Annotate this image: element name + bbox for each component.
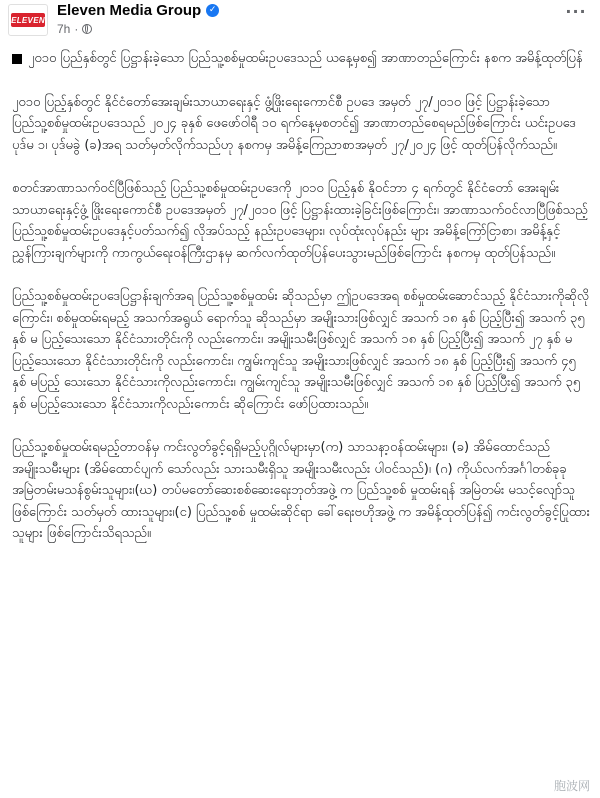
page-avatar[interactable] xyxy=(8,4,48,36)
eleven-logo: ELEVEN xyxy=(11,13,45,27)
watermark: 胞波网 xyxy=(553,779,590,793)
post-paragraph-2: စတင်အာဏာသက်ဝင်ပြီဖြစ်သည့် ပြည်သူ့စစ်မှုထမ်းဥပဒေကို ၂၀၁၀ ပြည့်နှစ် နိုဝင်ဘာ ၄ ရက်တွင် နိုင်ငံတော် အေးချမ်းသာယာရေးနှင့်ဖွံ့ ဖြိုးရေးကောင်စီ ဥပဒေအမှတ် ၂၇/၂၀၁၀ ဖြင့် ပြဋ္ဌာန်းထားခဲ့ခြင်းဖြစ်ကြောင်း၊ အာဏာသက်ဝင်လာပြီဖြစ်သည့် ပြည်သူ့စစ်မှုထမ်းဥပဒေနှင့်ပတ်သက်၍ လိုအပ်သည့် နည်းဥပဒေများ၊ လုပ်ထုံးလုပ်နည်း များ အမိန့်ကြော်ငြာစာ၊ အမိန့်နှင့် ညွှန်ကြားချက်များကို ကာကွယ်ရေးဝန်ကြီးဌာနမှ ဆက်လက်ထုတ်ပြန်ပေးသွားမည်ဖြစ်ကြောင်း နစကမှ ထုတ်ပြန်သည်။ xyxy=(12,181,588,261)
post-paragraph-4: ပြည်သူ့စစ်မှုထမ်းရမည့်တာဝန်မှ ကင်းလွတ်ခွင့်ရရှိမည့်ပုဂ္ဂိုလ်များမှာ(က) သာသနာ့ဝန်ထမ်းများ၊ (ခ) အိမ်ထောင်သည်အမျိုးသမီးများ (အိမ်ထောင်ပျက် သော်လည်း သားသမီးရှိသူ အမျိုးသမီးလည်း ပါဝင်သည်)၊ (ဂ) ကိုယ်လက်အင်္ဂါတစ်ခုခု အမြဲတမ်းမသန်စွမ်းသူများ၊(ဃ) တပ်မတော်ဆေးစစ်ဆေးရေးဘုတ်အဖွဲ့ က ပြည်သူ့စစ် မှုထမ်းရန် အမြဲတမ်း မသင့်လျော်သူ ဖြစ်ကြောင်း သတ်မှတ် ထားသူများ၊(င) ပြည်သူ့စစ် မှုထမ်းဆိုင်ရာ ခေါ်ရေးဗဟိုအဖွဲ့ က အမိန့်ထုတ်ပြန်၍ ကင်းလွတ်ခွင့်ပြုထားသူများ ဖြစ်ကြောင်းသိရသည်။ xyxy=(12,440,590,541)
post-meta xyxy=(57,22,92,36)
post-body xyxy=(12,48,590,567)
post-header xyxy=(0,0,600,42)
headline-text: ၂၀၁၀ ပြည်နှစ်တွင် ပြဋ္ဌာန်းခဲ့သော ပြည်သူ့စစ်မှုထမ်းဥပဒေသည် ယနေ့မှစ၍ အာဏာတည်ကြောင်း နစက အမိန့်ထုတ်ပြန် xyxy=(28,51,583,66)
more-options-button[interactable]: ··· xyxy=(565,2,587,21)
meta-separator: · xyxy=(74,22,79,36)
page-name-row xyxy=(57,2,219,19)
post-timestamp[interactable]: 7h xyxy=(57,22,71,36)
post-headline xyxy=(12,48,590,70)
globe-icon xyxy=(82,24,92,34)
page-name-link[interactable]: Eleven Media Group xyxy=(57,2,202,19)
post-paragraph-3: ပြည်သူ့စစ်မှုထမ်းဥပဒေပြဋ္ဌာန်းချက်အရ ပြည်သူ့စစ်မှုထမ်း ဆိုသည်မှာ ဤဥပဒေအရ စစ်မှုထမ်းဆောင်သည့် နိုင်ငံသားကိုဆိုလိုကြောင်း၊ စစ်မှုထမ်းရမည့် အသက်အရွယ် ရောက်သူ ဆိုသည်မှာ အမျိုးသားဖြစ်လျှင် အသက် ၁၈ နှစ် ပြည့်ပြီး၍ အသက် ၃၅ နှစ် မ ပြည့်သေးသော နိုင်ငံသားတိုင်းကို လည်းကောင်း၊ အမျိုးသမီးဖြစ်လျှင် အသက် ၁၈ နှစ် ပြည့်ပြီး၍ အသက် ၂၇ နှစ် မပြည့်သေးသော နိုင်ငံသားတိုင်းကို လည်းကောင်း၊ ကျွမ်းကျင်သူ အမျိုးသားဖြစ်လျှင် အသက် ၁၈ နှစ် ပြည့်ပြီး၍ အသက် ၄၅ နှစ် မပြည့် သေးသော နိုင်ငံသားကိုလည်းကောင်း၊ ကျွမ်းကျင်သူ အမျိုးသမီးဖြစ်လျှင် အသက် ၁၈ နှစ် ပြည့်ပြီး၍ အသက် ၃၅ နှစ် မပြည့်သေးသော နိုင်ငံသားကိုလည်းကောင်း ဆိုကြောင်း ဖော်ပြထားသည်။ xyxy=(12,289,590,412)
square-bullet-icon xyxy=(12,54,22,64)
verified-badge-icon: ✓ xyxy=(206,4,219,17)
post-paragraph-1: ၂၀၁၀ ပြည့်နှစ်တွင် နိုင်ငံတော်အေးချမ်းသာယာရေးနှင့် ဖွံ့ဖြိုးရေးကောင်စီ ဥပဒေ အမှတ် ၂၇/၂၀၁၀ ဖြင့် ပြဋ္ဌာန်းခဲ့သော ပြည်သူ့စစ်မှုထမ်းဥပဒေသည် ၂၀၂၄ ခုနှစ် ဖေဖော်ဝါရီ ၁၀ ရက်နေ့မှစတင်၍ အာဏာတည်စေရမည်ဖြစ်ကြောင်း ယင်းဥပဒေ ပုဒ်မ ၁၊ ပုဒ်မခွဲ (ခ)အရ သတ်မှတ်လိုက်သည်ဟု နစကမှ အမိန့်ကြေညာစာအမှတ် ၂၇/၂၀၂၄ ဖြင့် ထုတ်ပြန်လိုက်သည်။ xyxy=(12,94,576,153)
